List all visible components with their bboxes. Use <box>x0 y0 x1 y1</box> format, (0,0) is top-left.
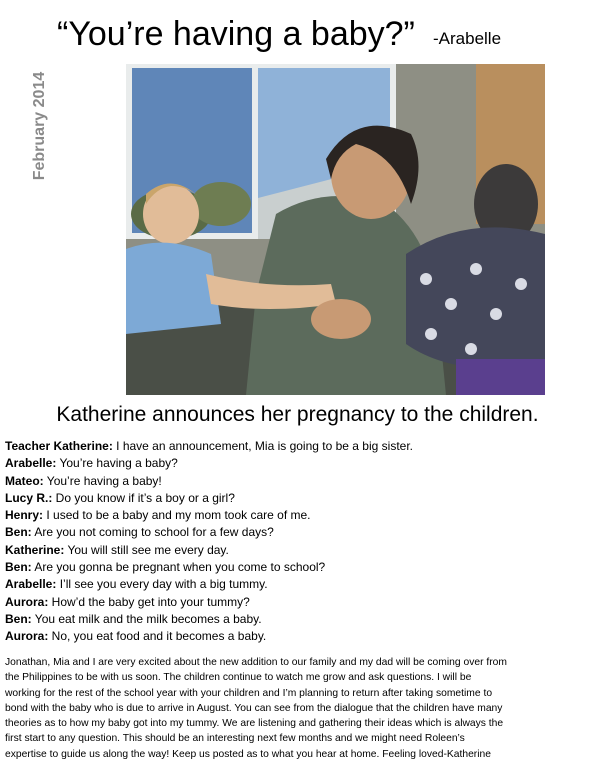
speaker-name: Arabelle: <box>5 577 57 592</box>
date-label: February 2014 <box>31 71 48 181</box>
dialogue-text: I have an announcement, Mia is going to be a big sister. <box>112 439 413 453</box>
dialogue-text: You’re having a baby? <box>56 456 178 471</box>
dialogue-line <box>5 490 590 507</box>
speaker-name: Aurora: <box>5 594 49 609</box>
dialogue-text: I’ll see you every day with a big tummy. <box>56 577 268 592</box>
speaker-name: Teacher Katherine: <box>5 439 113 453</box>
photo-caption: Katherine announces her pregnancy to the children. <box>56 403 539 426</box>
speaker-name: Ben: <box>5 525 32 540</box>
dialogue-line <box>5 576 590 593</box>
speaker-name: Lucy R.: <box>5 490 53 505</box>
dialogue-line <box>5 559 590 576</box>
dialogue-line <box>5 455 590 472</box>
dialogue-line <box>5 594 590 611</box>
dialogue-line <box>5 507 590 524</box>
paragraph-line: theories as to how my baby got into my tummy. We are listening and gathering their ideas which is always the <box>5 718 504 730</box>
dialogue-line <box>5 473 590 490</box>
paragraph-line: expertise to guide us along the way! Keep us posted as to what you hear at home. Feeling loved-Katherine <box>5 748 491 760</box>
dialogue-text: How’d the baby get into your tummy? <box>48 594 250 609</box>
dialogue-text: You’re having a baby! <box>43 473 162 488</box>
dialogue-list <box>5 438 590 646</box>
speaker-name: Mateo: <box>5 473 44 488</box>
paragraph-line: the Philippines to be with us soon. The children continue to watch me grow and ask questions. I will be <box>5 672 472 684</box>
closing-paragraph <box>5 655 590 762</box>
photo-illustration <box>126 64 545 395</box>
header <box>0 14 595 54</box>
dialogue-line <box>5 438 590 455</box>
paragraph-line: working for the rest of the school year with your children and I’m planning to return after taking sometime to <box>5 687 493 699</box>
dialogue-line <box>5 542 590 559</box>
classroom-photo <box>126 64 545 395</box>
dialogue-text: Do you know if it’s a boy or a girl? <box>52 490 235 505</box>
speaker-name: Katherine: <box>5 542 65 557</box>
speaker-name: Arabelle: <box>5 456 57 471</box>
dialogue-text: You eat milk and the milk becomes a baby. <box>31 611 262 626</box>
paragraph-line: bond with the baby who is due to arrive in August. You can see from the dialogue that the children have many <box>5 702 503 714</box>
sidebar-date <box>28 66 52 186</box>
dialogue-line <box>5 611 590 628</box>
speaker-name: Ben: <box>5 560 32 575</box>
dialogue-text: I used to be a baby and my mom took care of me. <box>43 508 311 523</box>
dialogue-line <box>5 628 590 645</box>
dialogue-text: No, you eat food and it becomes a baby. <box>48 629 267 644</box>
dialogue-text: Are you gonna be pregnant when you come to school? <box>31 560 326 575</box>
speaker-name: Ben: <box>5 611 32 626</box>
speaker-name: Aurora: <box>5 629 49 644</box>
dialogue-text: Are you not coming to school for a few days? <box>31 525 274 540</box>
page-title: “You’re having a baby?” <box>57 15 415 53</box>
quote-attribution: -Arabelle <box>433 29 502 48</box>
speaker-name: Henry: <box>5 508 44 523</box>
paragraph-line: Jonathan, Mia and I are very excited about the new addition to our family and my dad will be coming over from <box>5 657 507 668</box>
dialogue-text: You will still see me every day. <box>64 542 229 557</box>
paragraph-line: first start to any question. This should be an interesting next few months and we might need Roleen’s <box>5 733 465 745</box>
dialogue-line <box>5 524 590 541</box>
